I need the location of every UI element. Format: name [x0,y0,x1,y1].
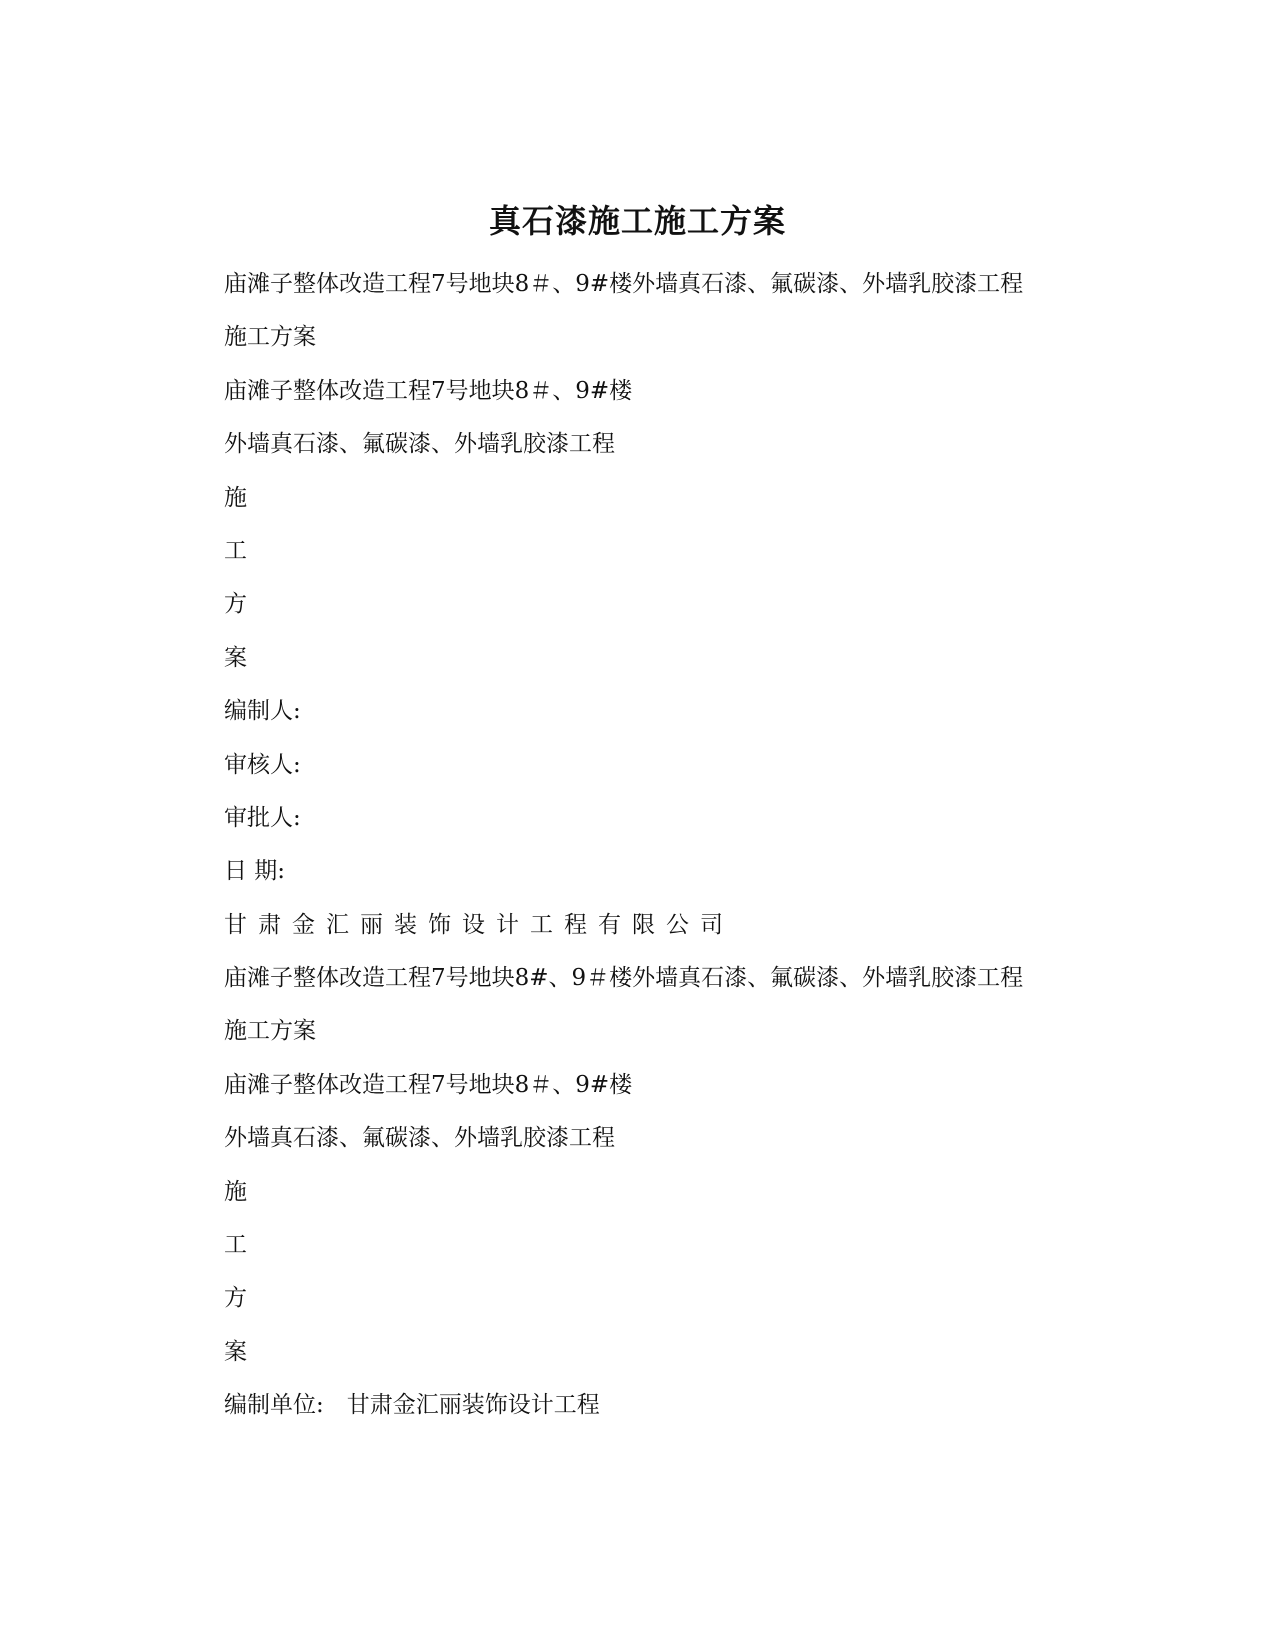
document-title: 真石漆施工施工方案 [488,202,786,241]
vertical-title-char: 案 [224,644,247,671]
reviewer-field: 审核人: [224,751,301,778]
project-title-line: 庙滩子整体改造工程7号地块8#、9＃楼外墙真石漆、氟碳漆、外墙乳胶漆工程 [224,965,1024,992]
project-scope-line: 外墙真石漆、氟碳漆、外墙乳胶漆工程 [224,431,615,458]
plan-label-line: 施工方案 [224,324,316,351]
compiling-unit-field: 编制单位: 甘肃金汇丽装饰设计工程 [224,1392,600,1419]
vertical-title-char: 工 [224,537,247,564]
vertical-title-char: 施 [224,484,247,511]
vertical-title-char: 方 [224,591,247,618]
company-name-line: 甘肃金汇丽装饰设计工程有限公司 [224,911,734,938]
vertical-title-char: 工 [224,1232,247,1259]
compiler-field: 编制人: [224,698,301,725]
plan-label-line: 施工方案 [224,1018,316,1045]
approver-field: 审批人: [224,804,301,831]
project-name-line: 庙滩子整体改造工程7号地块8＃、9#楼 [224,1071,633,1098]
vertical-title-char: 案 [224,1338,247,1365]
vertical-title-char: 施 [224,1178,247,1205]
project-title-line: 庙滩子整体改造工程7号地块8＃、9#楼外墙真石漆、氟碳漆、外墙乳胶漆工程 [224,271,1024,297]
project-name-line: 庙滩子整体改造工程7号地块8＃、9#楼 [224,377,633,404]
vertical-title-char: 方 [224,1285,247,1312]
project-scope-line: 外墙真石漆、氟碳漆、外墙乳胶漆工程 [224,1125,615,1152]
document-body [224,262,1184,1437]
date-field: 日 期: [224,858,286,885]
